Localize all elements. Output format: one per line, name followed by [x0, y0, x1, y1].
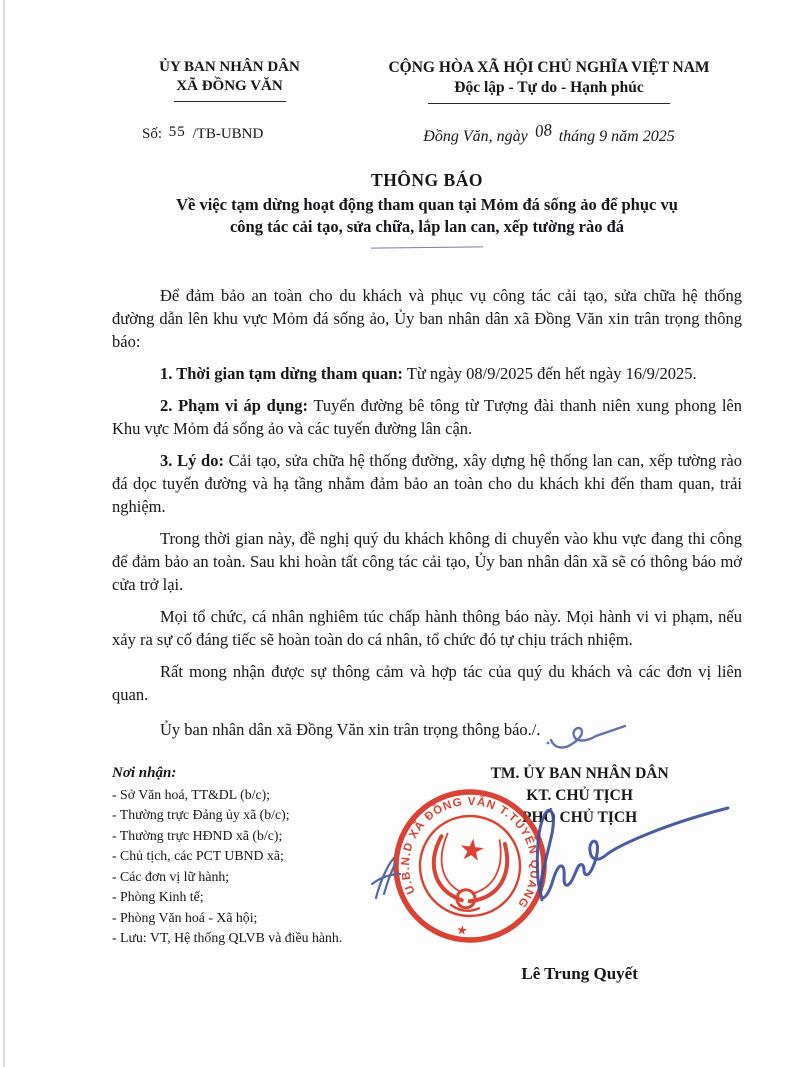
document-meta	[112, 120, 742, 146]
subject-line2: công tác cải tạo, sửa chữa, lắp lan can, xếp tường rào đá	[229, 217, 625, 236]
paragraph-intro: Để đảm bảo an toàn cho du khách và phục vụ công tác cải tạo, sửa chữa hệ thống đường dẫn lên khu vực Mỏm đá sống ảo, Ủy ban nhân dân xã Đồng Văn xin trân trọng thông báo:	[112, 286, 742, 351]
authority-underline	[174, 101, 286, 102]
paragraph-item1	[112, 362, 742, 385]
national-title: CỘNG HÒA XÃ HỘI CHỦ NGHĨA VIỆT NAM	[388, 59, 710, 76]
recipients-block	[112, 763, 407, 985]
national-header	[359, 58, 739, 104]
recipient-item: - Lưu: VT, Hệ thống QLVB và điều hành.	[112, 930, 343, 945]
date-rest: tháng 9 năm 2025	[558, 128, 675, 145]
paragraph-thanks: Rất mong nhận được sự thông cảm và hợp tác của quý du khách và các đơn vị liên quan.	[112, 662, 742, 704]
document-kind: THÔNG BÁO	[371, 170, 483, 190]
seal-bottom-star: ★	[455, 921, 469, 939]
recipient-item: - Thường trực HĐND xã (b/c);	[112, 827, 283, 843]
item2-text: Tuyến đường bê tông từ Tượng đài thanh niên xung phong lên Khu vực Mỏm đá sống ảo và các tuyến đường lân cận.	[112, 396, 742, 438]
document-number	[112, 126, 347, 143]
number-suffix: /TB-UBND	[192, 126, 264, 142]
pen-initial-mark	[364, 854, 406, 904]
closing-text: Ủy ban nhân dân xã Đồng Văn xin trân trọng thông báo./.	[160, 719, 541, 739]
motto-underline	[428, 103, 670, 104]
paragraph-compliance: Mọi tổ chức, cá nhân nghiêm túc chấp hành thông báo này. Mọi hành vi vi phạm, nếu xảy ra sự cố đáng tiếc sẽ hoàn toàn do cá nhân, tổ chức đó tự chịu trách nhiệm.	[112, 607, 742, 649]
seal-ring-text: U.B.N.D XÃ ĐỒNG VĂN T.TUYÊN QUANG	[399, 795, 541, 911]
document-body	[112, 284, 742, 747]
title-underline	[371, 246, 483, 248]
recipient-item: - Phòng Văn hoá - Xã hội;	[112, 909, 258, 925]
number-value: 55	[168, 124, 186, 140]
item1-lead: 1. Thời gian tạm dừng tham quan:	[160, 364, 403, 383]
issuing-authority-line2: XÃ ĐỒNG VĂN	[176, 78, 283, 94]
issuing-authority-line1: ỦY BAN NHÂN DÂN	[159, 59, 300, 75]
recipient-item: - Thường trực Đảng ủy xã (b/c);	[112, 807, 290, 822]
signer-name: Lê Trung Quyết	[521, 964, 638, 983]
pen-squiggle-mark	[545, 720, 629, 752]
paragraph-closing	[112, 715, 742, 747]
recipient-item: - Sở Văn hoá, TT&DL (b/c);	[112, 786, 271, 802]
subject-line1: Về việc tạm dừng hoạt động tham quan tại Mỏm đá sống ảo để phục vụ	[176, 195, 678, 214]
number-label: Số:	[142, 126, 163, 142]
place-date-prefix: Đồng Văn, ngày	[423, 128, 528, 145]
item3-lead: 3. Lý do:	[160, 451, 224, 470]
paragraph-item2	[112, 394, 742, 440]
handwritten-signature	[438, 780, 734, 914]
document-header	[112, 58, 742, 104]
seal-star-emblem: ★	[456, 832, 488, 869]
recipient-item: - Chủ tịch, các PCT UBND xã;	[112, 848, 284, 863]
signing-position: PHÓ CHỦ TỊCH	[522, 809, 638, 826]
recipients-label: Nơi nhận:	[112, 765, 177, 781]
item2-lead: 2. Phạm vi áp dụng:	[160, 396, 308, 415]
national-motto: Độc lập - Tự do - Hạnh phúc	[454, 79, 644, 96]
item3-text: Cải tạo, sửa chữa hệ thống đường, xây dựng hệ thống lan can, xếp tường rào đá dọc tuyến đường và hạ tầng nhằm đảm bảo an toàn cho du khách khi đến tham quan, trải nghiệm.	[112, 451, 742, 516]
item1-text: Từ ngày 08/9/2025 đến hết ngày 16/9/2025.	[402, 364, 697, 383]
recipient-item: - Phòng Kinh tế;	[112, 889, 204, 904]
paragraph-item3	[112, 449, 742, 518]
signing-delegation: KT. CHỦ TỊCH	[526, 787, 633, 804]
paragraph-notice: Trong thời gian này, đề nghị quý du khách không di chuyển vào khu vực đang thi công để đảm bảo an toàn. Sau khi hoàn tất công tác cải tạo, Ủy ban nhân dân xã sẽ có thông báo mở cửa trở lại.	[112, 529, 742, 594]
recipient-item: - Các đơn vị lữ hành;	[112, 868, 230, 884]
handwritten-day: 08	[533, 120, 553, 141]
place-and-date	[359, 120, 739, 146]
signing-authority: TM. ỦY BAN NHÂN DÂN	[490, 765, 669, 782]
issuing-authority	[112, 58, 347, 102]
document-title-block	[112, 170, 742, 248]
document-subject	[112, 194, 742, 238]
